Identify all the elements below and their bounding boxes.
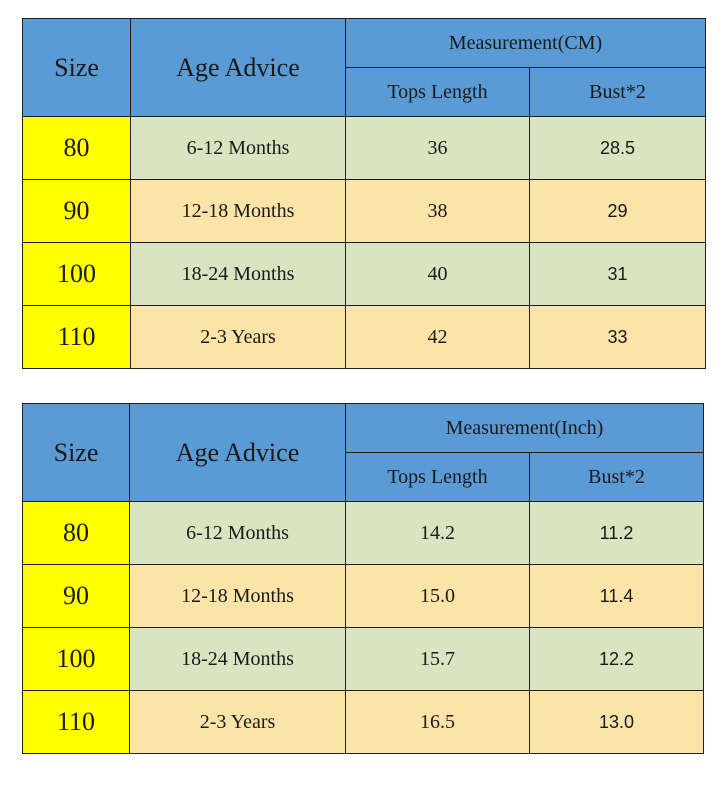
tops-length-header: Tops Length: [346, 453, 530, 502]
size-cell: 80: [23, 117, 131, 180]
bust-cell: 11.2: [530, 502, 704, 565]
bust-cell: 28.5: [530, 117, 706, 180]
tops-length-cell: 36: [346, 117, 530, 180]
age-cell: 12-18 Months: [131, 180, 346, 243]
bust-cell: 29: [530, 180, 706, 243]
age-cell: 6-12 Months: [131, 117, 346, 180]
age-advice-header: Age Advice: [130, 404, 346, 502]
tops-length-cell: 15.7: [346, 628, 530, 691]
tops-length-cell: 14.2: [346, 502, 530, 565]
size-header: Size: [23, 404, 130, 502]
age-cell: 12-18 Months: [130, 565, 346, 628]
size-cell: 80: [23, 502, 130, 565]
bust-cell: 12.2: [530, 628, 704, 691]
size-cell: 100: [23, 628, 130, 691]
table-row: [23, 243, 706, 306]
size-cell: 100: [23, 243, 131, 306]
tops-length-cell: 15.0: [346, 565, 530, 628]
table-row: [23, 502, 704, 565]
age-cell: 18-24 Months: [130, 628, 346, 691]
table-row: [23, 565, 704, 628]
size-cell: 110: [23, 691, 130, 754]
size-cell: 90: [23, 565, 130, 628]
age-advice-header: Age Advice: [131, 19, 346, 117]
table-row: [23, 306, 706, 369]
age-cell: 2-3 Years: [130, 691, 346, 754]
table-row: [23, 117, 706, 180]
age-cell: 2-3 Years: [131, 306, 346, 369]
bust-cell: 31: [530, 243, 706, 306]
age-cell: 18-24 Months: [131, 243, 346, 306]
bust-cell: 11.4: [530, 565, 704, 628]
bust-header: Bust*2: [530, 453, 704, 502]
table-row: [23, 628, 704, 691]
size-chart-inch: [22, 403, 704, 754]
age-cell: 6-12 Months: [130, 502, 346, 565]
bust-cell: 33: [530, 306, 706, 369]
table-row: [23, 691, 704, 754]
measurement-header: Measurement(Inch): [346, 404, 704, 453]
size-chart-cm: [22, 18, 706, 369]
size-cell: 90: [23, 180, 131, 243]
tops-length-cell: 42: [346, 306, 530, 369]
bust-header: Bust*2: [530, 68, 706, 117]
measurement-header: Measurement(CM): [346, 19, 706, 68]
size-header: Size: [23, 19, 131, 117]
tops-length-header: Tops Length: [346, 68, 530, 117]
tops-length-cell: 40: [346, 243, 530, 306]
size-cell: 110: [23, 306, 131, 369]
tops-length-cell: 38: [346, 180, 530, 243]
bust-cell: 13.0: [530, 691, 704, 754]
tops-length-cell: 16.5: [346, 691, 530, 754]
table-row: [23, 180, 706, 243]
